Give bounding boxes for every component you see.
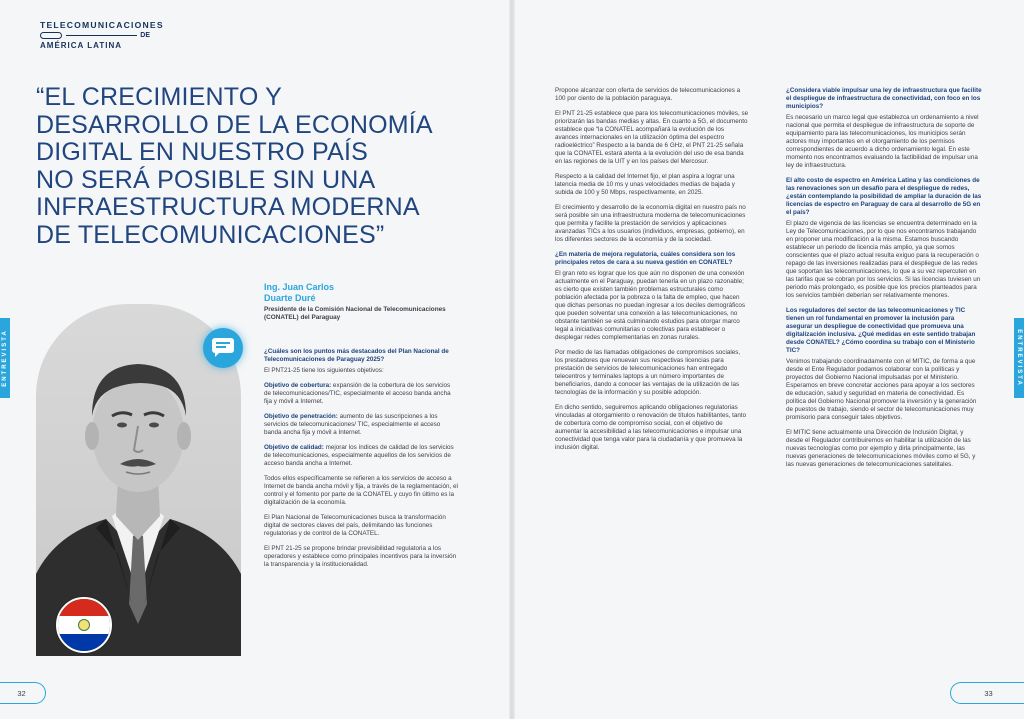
answer-paragraph: Objetivo de calidad: mejorar los índices de calidad de los servicios de telecomunicaciones, especialmente aquellos de los servicios de acceso banda ancha a Internet. — [264, 444, 454, 467]
question: Los reguladores del sector de las telecomunicaciones y TIC tienen un rol fundamental en promover la inclusión para asegurar un despliegue de conectividad que promueva una digitalización inclusiva. ¿Qué medidas en este sentido trabajan desde CONATEL? ¿Cómo coordina su trabajo con el Ministerio TIC? — [786, 307, 976, 354]
section-tab-right: ENTREVISTA — [1014, 318, 1024, 398]
answer-paragraph: Todos ellos específicamente se refieren a los servicios de acceso a Internet de banda ancha móvil y fija, a través de la reglamentación, el control y el fomento por parte de la CONATEL y cuyo fin último es la digitalización de la economía. — [264, 475, 458, 506]
answer-paragraph: Propone alcanzar con oferta de servicios de telecomunicaciones a 100 por ciento de la población paraguaya. — [555, 87, 741, 102]
answer-paragraph: Objetivo de penetración: aumento de las suscripciones a los servicios de telecomunicaciones/ TIC, especialmente el acceso banda ancha fija y móvil a Internet. — [264, 413, 441, 436]
answer-paragraph: El plazo de vigencia de las licencias se encuentra determinado en la Ley de Telecomunicaciones, por lo que nos encontramos trabajando en proponer una modificación a la misma. Estamos buscando establecer un periodo de licencia más amplio, ya que somos conscientes que el plazo actual resulta exiguo para la recuperación o repago de las inversiones realizadas para el despliegue de las redes que soportan las telecomunicaciones, lo que a su vez repercuten en las tarifas que se cobran por los servicios. Si las licencias tuviesen un periodo más prolongado, es posible que los precios planteados para los servicios también deberían ser relativamente menores. — [786, 220, 981, 299]
logo-pill-icon — [40, 32, 62, 39]
logo-line-2: DE — [140, 32, 150, 39]
publication-logo — [40, 20, 164, 50]
text-column-3 — [786, 87, 982, 476]
question: ¿En materia de mejora regulatoria, cuáles considera son los principales retos de cara a su nueva gestión en CONATEL? — [555, 251, 736, 266]
question: ¿Considera viable impulsar una ley de infraestructura que facilite el despliegue de infraestructura de conectividad, con foco en los municipios? — [786, 87, 982, 110]
page-number-left: 32 — [0, 682, 46, 704]
answer-paragraph: El gran reto es lograr que los que aún no disponen de una conexión actualmente en el Paraguay, puedan tenerla en un plazo razonable; es cierto que existen también problemas estructurales como población afectada por la pobreza o la falta de empleo, que hacen que dichas personas no puedan ingresar a los deciles demográficos que pueden solventar una conexión a las telecomunicaciones, no obstante también se está culminando estudios para otorgar marco legal a iniciativas comunitarias o colectivas para establecer o desplegar redes complementarias en zonas rurales. — [555, 270, 746, 341]
page-number-right: 33 — [950, 682, 1024, 704]
interviewee-name-line-1: Ing. Juan Carlos — [264, 282, 335, 292]
interviewee-role: Presidente de la Comisión Nacional de Telecomunicaciones (CONATEL) del Paraguay — [264, 306, 446, 321]
answer-paragraph: El PNT 21-25 establece que para los telecomunicaciones móviles, se priorizarán las bandas medias y altas. En cuanto a 5G, el documento establece que “la CONATEL acompañará la evolución de los avances internacionales en la utilización óptima del espectro radioeléctrico” Respecto a la banda de 6 GHz, el PNT 21-25 señala que la CONATEL estará atenta a la evolución del uso de esa banda en las regiones de la UIT y en los países del Mercosur. — [555, 110, 749, 165]
section-tab-left: ENTREVISTA — [0, 318, 10, 398]
question: ¿Cuáles son los puntos más destacados del Plan Nacional de Telecomunicaciones de Paraguay 2025? — [264, 348, 449, 363]
answer-paragraph: El PNT21-25 tiene los siguientes objetivos: — [264, 367, 384, 374]
text-column-2 — [555, 87, 749, 459]
interviewee-byline — [264, 282, 464, 322]
answer-paragraph: El Plan Nacional de Telecomunicaciones busca la transformación digital de sectores claves del país, delimitando las funciones regulatorias y de control de la CONATEL. — [264, 514, 446, 537]
logo-line-1: TELECOMUNICACIONES — [40, 20, 164, 30]
answer-paragraph: El MITIC tiene actualmente una Dirección de Inclusión Digital, y desde el Regulador contribuiremos en habilitar la utilización de las nuevas tecnologías como por ejemplo y dirla principalmente, las nuevas generaciones de telecomunicaciones móviles como el 5G, y las nuevas generaciones de telecomunicaciones satelitales. — [786, 429, 976, 468]
answer-paragraph: En dicho sentido, seguiremos aplicando obligaciones regulatorias vinculadas al otorgamiento o renovación de títulos habilitantes, tanto de cobertura como de compromiso social, con el objetivo de aumentar la accesibilidad a las telecomunicaciones e impulsar una conectividad que tenga valor para la ciudadanía y que promueva la inclusión digital. — [555, 404, 747, 451]
question: El alto costo de espectro en América Latina y las condiciones de las renovaciones son un desafío para el despliegue de redes, ¿están contemplando la posibilidad de ampliar la duración de las licencias de espectro en Paraguay de cara al desarrollo de 5G en el país? — [786, 177, 982, 216]
answer-paragraph: El PNT 21-25 se propone brindar previsibilidad regulatoria a los operadores y establece como principales incentivos para la inversión la transparencia y la institucionalidad. — [264, 545, 457, 568]
chat-bubble-icon — [203, 328, 243, 368]
interviewee-name-line-2: Duarte Duré — [264, 293, 316, 303]
answer-paragraph: Venimos trabajando coordinadamente con el MITIC, de forma a que desde el Ente Regulador podamos colaborar con la políticas y proyectos del Gobierno Nacional impulsadas por el Ministerio. Esperamos en breve concretar acciones para apoyar a los sectores de educación, salud y seguridad en materia de conectividad. Es política del Gobierno Nacional promover la inversión y la generación de puestos de trabajo, siendo el sector de telecomunicaciones muy promisorio para conseguir tales objetivos. — [786, 358, 977, 421]
text-column-1 — [264, 348, 458, 576]
answer-paragraph: Por medio de las llamadas obligaciones de compromisos sociales, los prestadores que renuevan sus respectivas licencias para prestación de servicios de telecomunicaciones han entregado telecentros y terminales laptops a un número importantes de beneficiarios, dando a conocer las ventajas de la utilización de las tecnologías de la información y su posible adopción. — [555, 349, 741, 396]
page-gutter — [509, 0, 515, 719]
answer-paragraph: El crecimiento y desarrollo de la economía digital en nuestro país no será posible sin una infraestructura moderna de telecomunicaciones que permita y facilite la prestación de servicios y aplicaciones avanzadas TICs a los usuarios (individuos, empresas, gobierno), en los diferentes sectores de la economía y de la sociedad. — [555, 204, 746, 243]
answer-paragraph: Es necesario un marco legal que establezca un ordenamiento a nivel nacional que permita el despliegue de infraestructura de soporte de equipamiento para las telecomunicaciones, los municipios serán actores muy importantes en el otorgamiento de los permisos correspondientes de acuerdo a dicho ordenamiento legal. En este momento nos encontramos evaluando la factibilidad de impulsar una ley de infraestructura. — [786, 114, 979, 169]
paraguay-flag-icon — [56, 597, 112, 653]
pull-quote-headline: “EL CRECIMIENTO Y DESARROLLO DE LA ECONOMÍA DIGITAL EN NUESTRO PAÍS NO SERÁ POSIBLE SIN UNA INFRAESTRUCTURA MODERNA DE TELECOMUNICACIONES” — [36, 83, 433, 249]
answer-paragraph: Respecto a la calidad del Internet fijo, el plan aspira a lograr una latencia media de 10 ms y unas velocidades medias de bajada y subida de 100 y 50 Mbps, respectivamente, en 2025. — [555, 173, 735, 196]
logo-line-3: AMÉRICA LATINA — [40, 41, 122, 50]
answer-paragraph: Objetivo de cobertura: expansión de la cobertura de los servicios de telecomunicaciones/TIC, especialmente el acceso banda ancha fija y móvil a Internet. — [264, 382, 451, 405]
